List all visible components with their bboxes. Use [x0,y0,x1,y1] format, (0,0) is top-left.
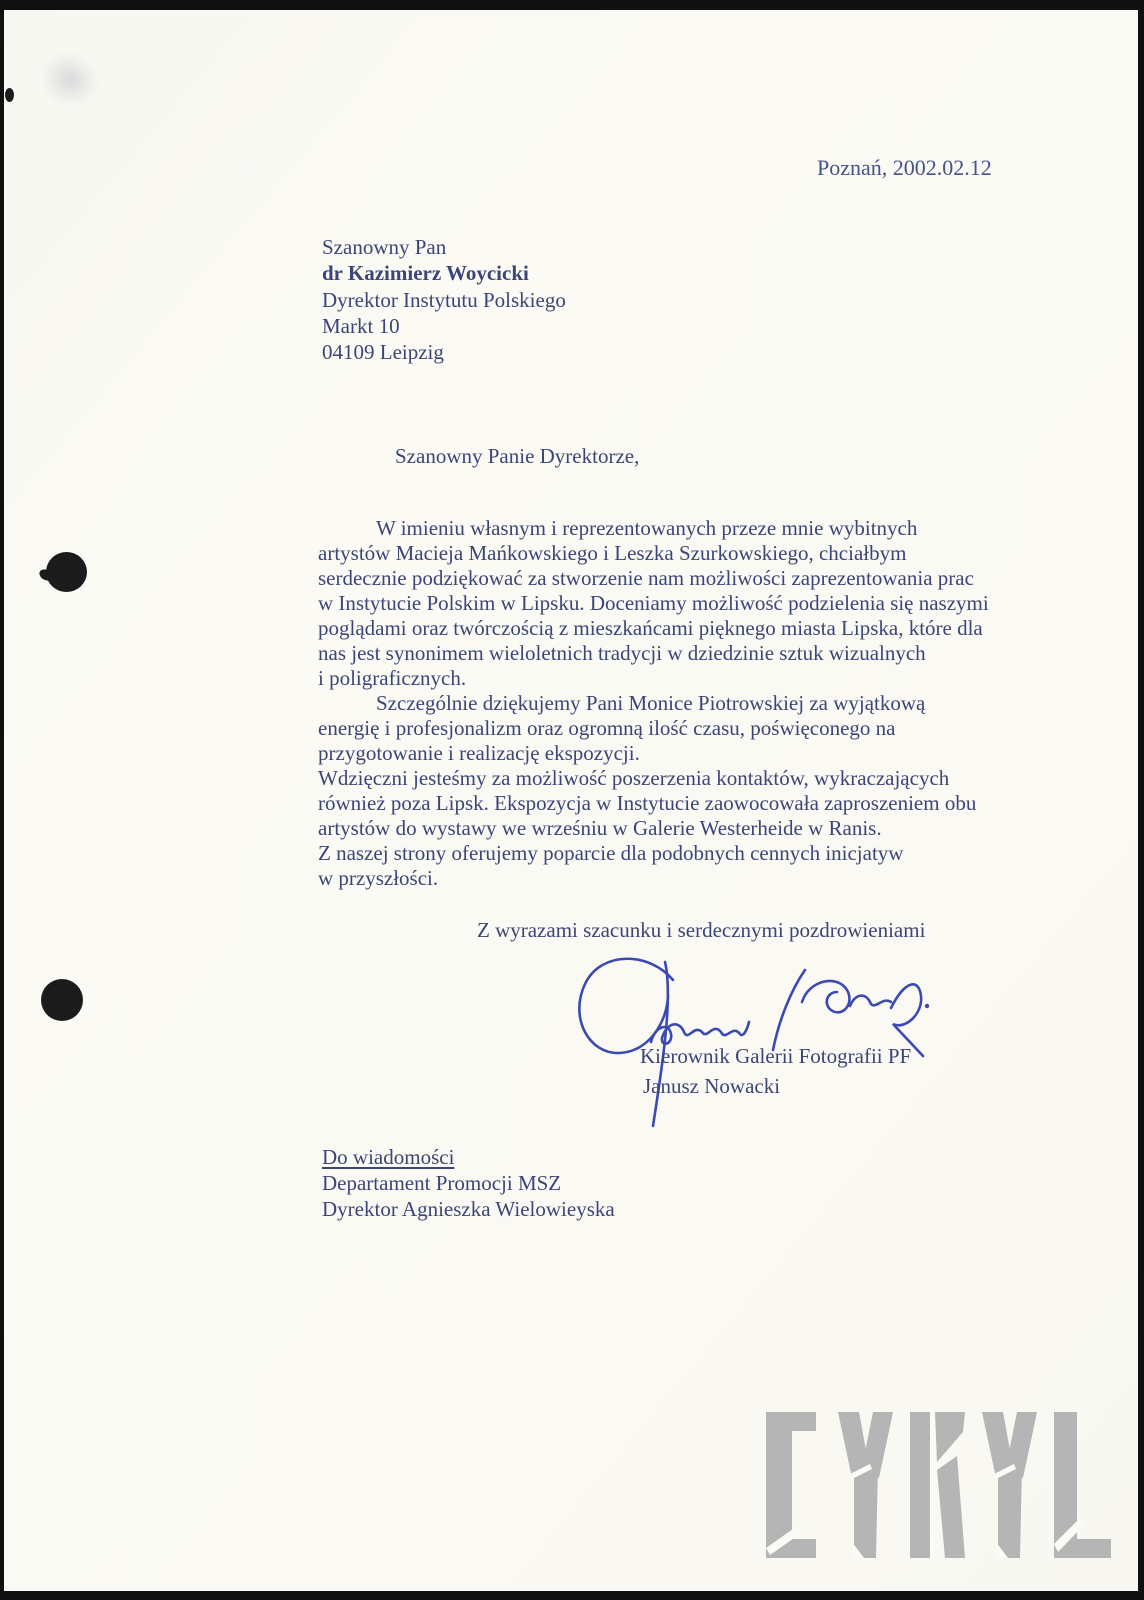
recipient-title: Dyrektor Instytutu Polskiego [322,287,566,312]
recipient-name: dr Kazimierz Woycicki [322,261,529,286]
signer-name: Janusz Nowacki [643,1074,781,1098]
recipient-block [322,234,566,365]
body-line: i poligraficznych. [318,666,467,690]
cyryl-watermark [766,1412,1111,1558]
body-line: w Instytucie Polskim w Lipsku. Doceniamy możliwość podzielenia się naszymi [318,591,989,615]
body-line: artystów do wystawy we wrześniu w Galerie Westerheide w Ranis. [318,816,882,840]
scan-edge-bottom [0,1591,1144,1600]
body-line: W imieniu własnym i reprezentowanych przeze mnie wybitnych [376,516,918,540]
letter-body [318,516,989,891]
recipient-salutation: Szanowny Pan [322,235,447,259]
handwritten-signature [555,950,975,1135]
hole-punch-mark [46,552,87,592]
body-line: Szczególnie dziękujemy Pani Monice Piotrowskiej za wyjątkową [376,691,926,715]
closing-line: Z wyrazami szacunku i serdecznymi pozdrowieniami [477,918,926,942]
letter-salutation: Szanowny Panie Dyrektorze, [395,444,640,468]
body-line: Z naszej strony oferujemy poparcie dla podobnych cennych inicjatyw [318,841,904,865]
signer-title: Kierownik Galerii Fotografii PF [640,1044,912,1068]
cc-line: Departament Promocji MSZ [322,1171,562,1195]
body-line: przygotowanie i realizację ekspozycji. [318,741,640,765]
scan-blemish [5,88,14,102]
cc-line: Dyrektor Agnieszka Wielowieyska [322,1197,615,1221]
cc-block [322,1144,615,1222]
hole-punch-mark [41,979,83,1021]
scan-edge-right [1138,0,1144,1600]
recipient-street: Markt 10 [322,313,400,338]
body-line: poglądami oraz twórczością z mieszkańcami pięknego miasta Lipska, które dla [318,616,983,640]
recipient-city: 04109 Leipzig [322,340,444,365]
body-line: artystów Macieja Mańkowskiego i Leszka Szurkowskiego, chciałbym [318,541,907,565]
body-line: również poza Lipsk. Ekspozycja w Instytucie zaowocowała zaproszeniem obu [318,791,977,815]
paper-smudge [31,42,109,117]
body-line: Wdzięczni jesteśmy za możliwość poszerzenia kontaktów, wykraczających [318,766,950,790]
body-line: energię i profesjonalizm oraz ogromną ilość czasu, poświęconego na [318,716,896,740]
scan-edge-top [0,0,1144,10]
scan-edge-left [0,0,4,1600]
body-line: nas jest synonimem wieloletnich tradycji w dziedzinie sztuk wizualnych [318,641,926,665]
date-line: Poznań, 2002.02.12 [817,155,992,180]
cc-heading: Do wiadomości [322,1145,455,1169]
body-line: serdecznie podziękować za stworzenie nam możliwości zaprezentowania prac [318,566,974,590]
body-line: w przyszłości. [318,866,439,890]
